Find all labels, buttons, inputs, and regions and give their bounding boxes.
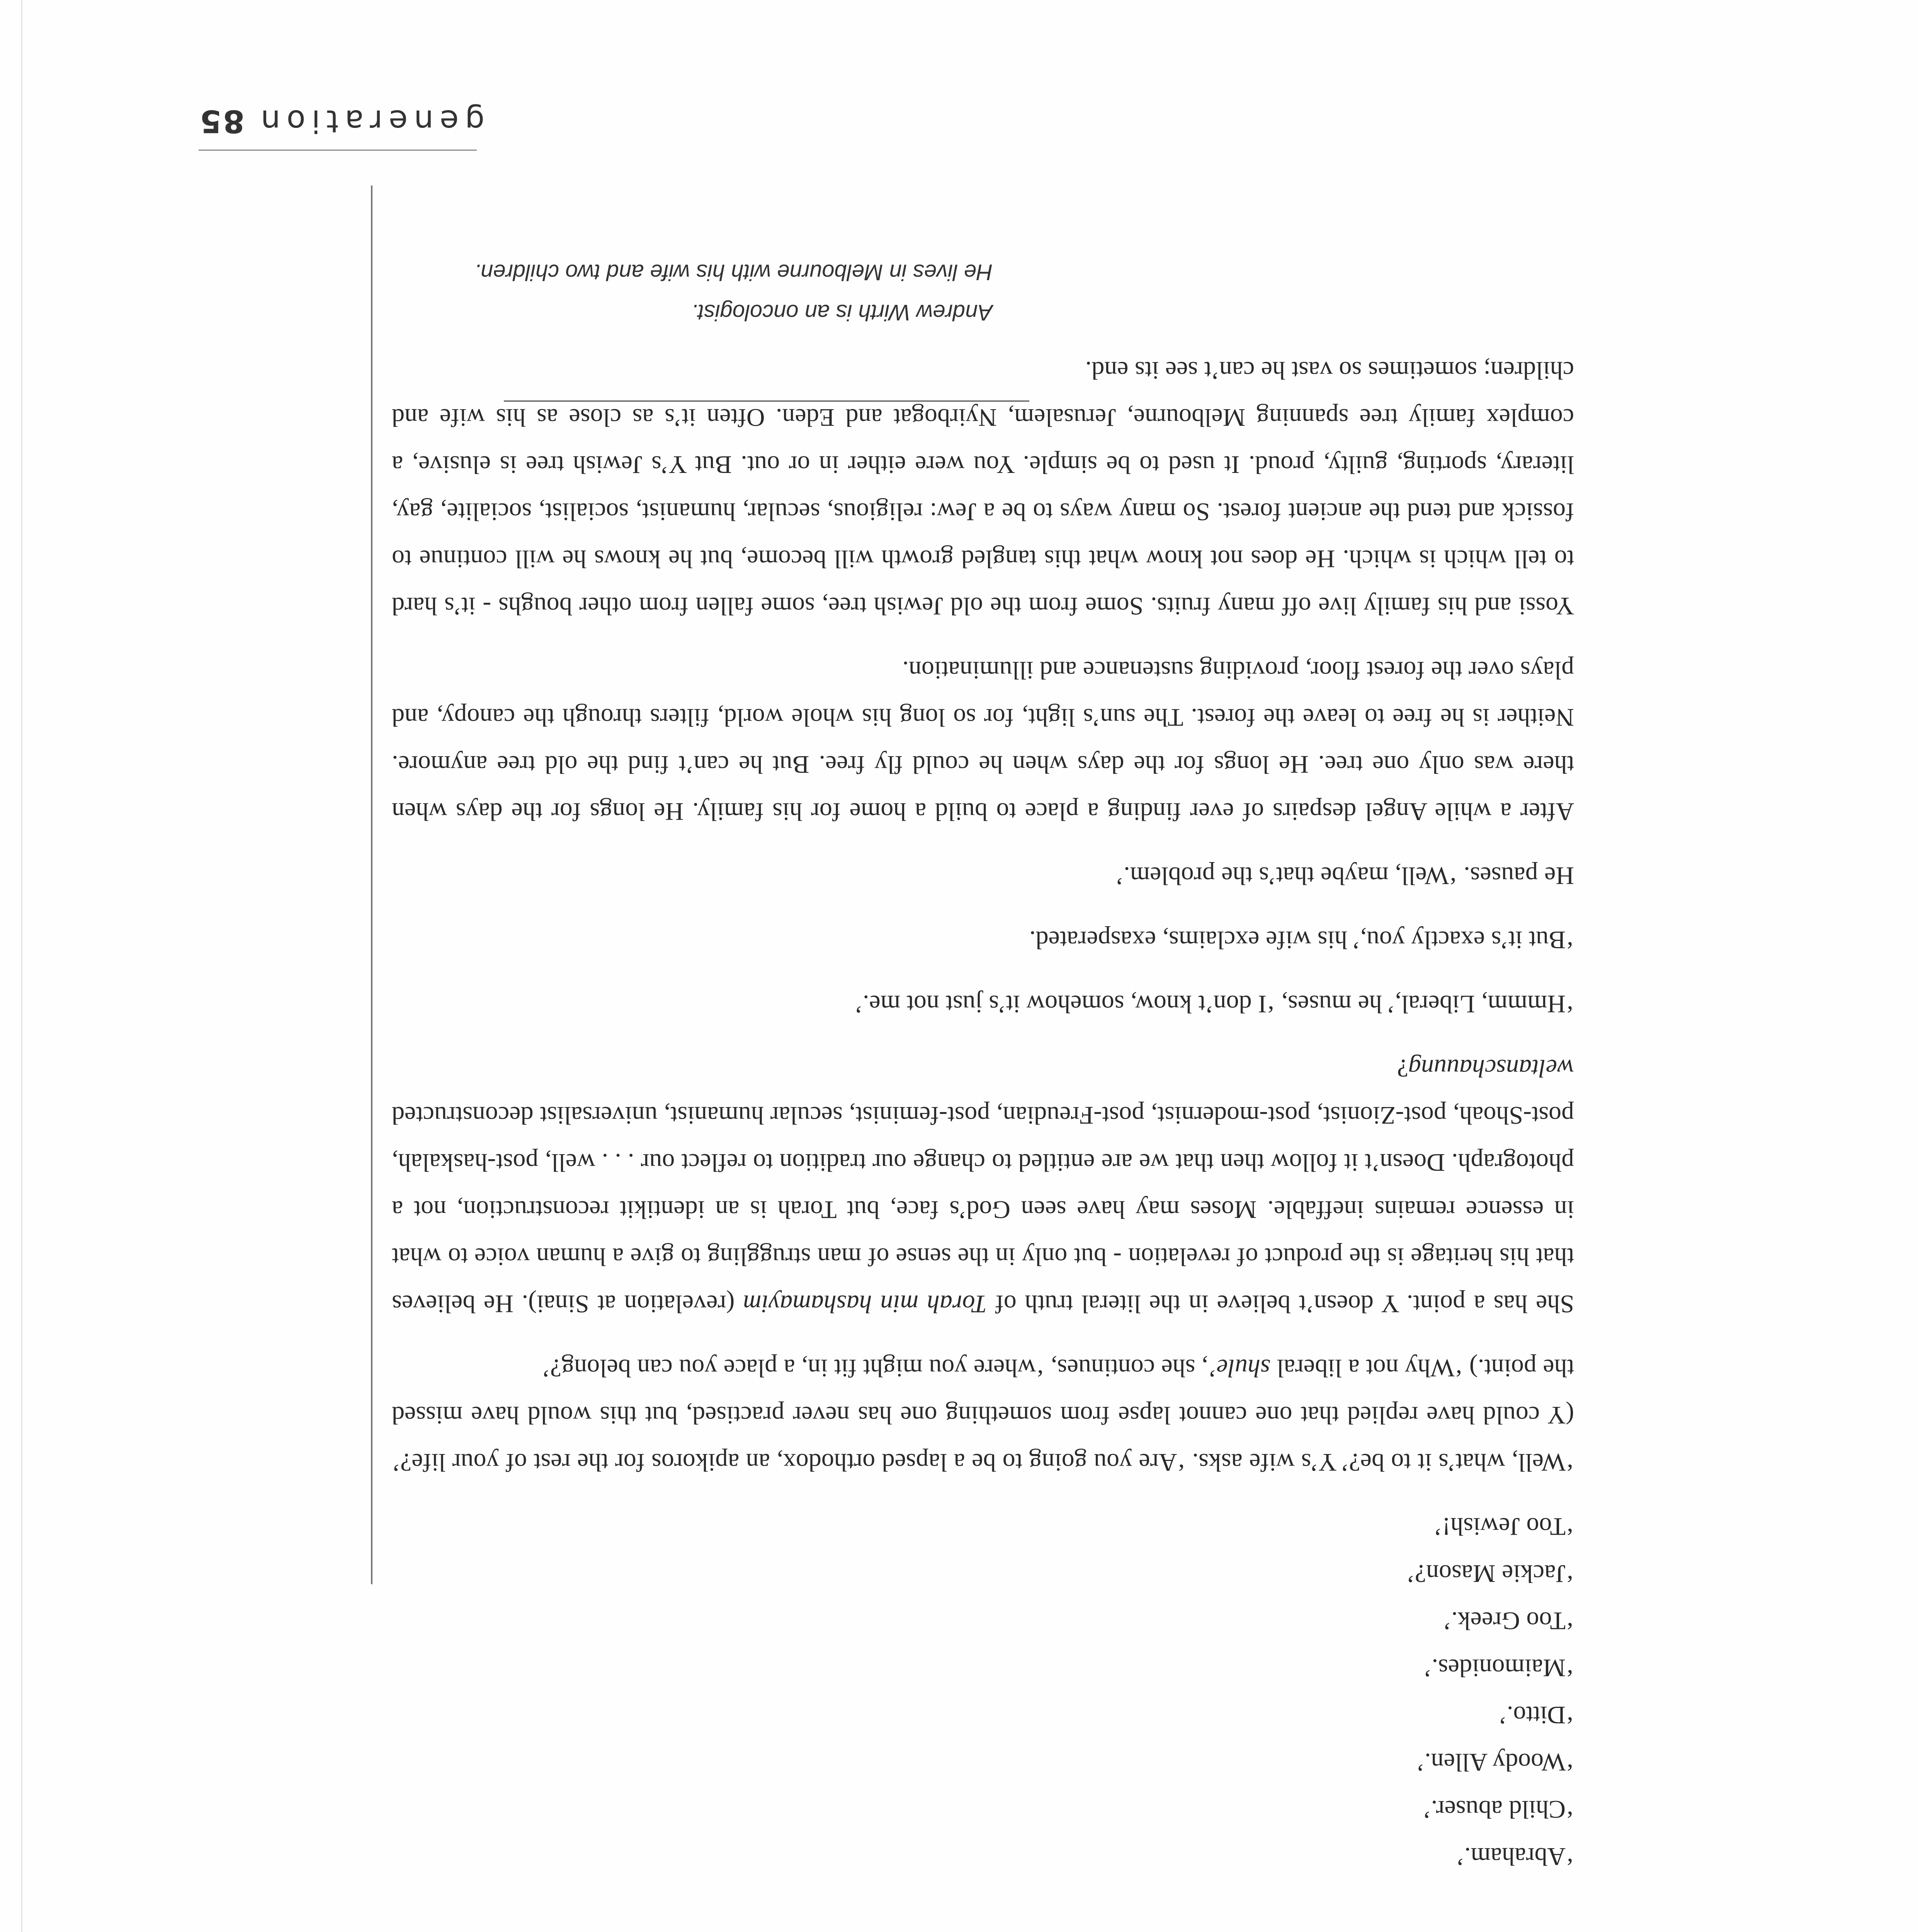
italic-term: weltanschauung [1408, 1054, 1574, 1082]
italic-term: shule [1216, 1354, 1270, 1382]
paragraph-wife-asks [392, 1344, 1574, 1486]
paragraph-she-has-a-point [392, 1044, 1574, 1327]
text-span: She has a point. Y doesn’t believe in the literal truth of [987, 1290, 1574, 1318]
text-span: ’, she continues, ‘where you might fit in, a place you can belong?’ [541, 1354, 1217, 1382]
dialogue-line: ‘Woody Allen.’ [1416, 1748, 1574, 1776]
dialogue-line: ‘Too Greek.’ [1443, 1607, 1574, 1635]
footer-rule [199, 150, 477, 151]
dialogue-line: ‘Maimonides.’ [1423, 1654, 1574, 1682]
magazine-name: generation [254, 103, 485, 139]
scan-edge [21, 0, 22, 1932]
column-rule [371, 185, 372, 1584]
paragraph-yossi: Yossi and his family live off many fruits. Some from the old Jewish tree, some fallen from other boughs - it’s hard to tell which is which. He does not know what this tangled growth will become, but he knows he will continue to fossick and tend the ancient forest. So many ways to be a Jew: religious, secular, humanist, socialist, socialite, gay, literary, sporting, guilty, proud. It used to be simple. You were either in or out. But Y’s Jewish tree is elusive, a complex family tree spanning Melbourne, Jerusalem, Nyirbogat and Eden. Often it’s as close as his wife and children; sometimes so vast he can’t see its end. [392, 356, 1574, 620]
italic-term: Torah min hashamayim [743, 1290, 987, 1318]
dialogue-line: ‘Child abuser.’ [1422, 1795, 1574, 1823]
bio-line: He lives in Melbourne with his wife and two children. [474, 260, 993, 285]
text-span: (revelation at Sinai). He believes that his heritage is the product of revelation - but only in the sense of man struggling to give a human voice to what in essence remains ineffable. Moses may have seen God’s face, but Torah is an identikit reconstruction, not a photograph. Doesn’t it follow then that we are entitled to change our tradition to reflect our . . . well, post-haskalah, post-Shoah, post-Zionist, post-modernist, post-Freudian, post-feminist, secular humanist, universalist deconstructed [392, 1101, 1574, 1318]
paragraph-pauses: He pauses. ‘Well, maybe that’s the problem.’ [1115, 862, 1574, 890]
text-span: ? [1397, 1054, 1409, 1082]
paragraph-liberal: ‘Hmmm, Liberal,’ he muses, ‘I don’t know, somehow it’s just not me.’ [854, 990, 1574, 1018]
page-number: 85 [198, 103, 245, 139]
author-bio [374, 252, 993, 332]
dialogue-line: ‘Ditto.’ [1498, 1701, 1574, 1729]
dialogue-line: ‘Abraham.’ [1456, 1842, 1574, 1871]
bio-rule [504, 400, 1029, 402]
dialogue-line: ‘Too Jewish!’ [1433, 1512, 1574, 1541]
bio-line: Andrew Wirth is an oncologist. [691, 300, 993, 325]
text-span: ‘Well, what’s it to be?’ Y’s wife asks. ‘Are you going to be a lapsed orthodox, an apikoros for the rest of your life?’ (Y could have replied that one cannot lapse from something one has never practised, but this would have missed the point.) ‘Why not a liberal [392, 1354, 1574, 1476]
page-footer [191, 103, 485, 139]
paragraph-exasperated: ‘But it’s exactly you,’ his wife exclaims, exasperated. [1029, 926, 1574, 954]
paragraph-angel: After a while Angel despairs of ever finding a place to build a home for his family. He longs for the days when there was only one tree. He longs for the days when he could fly free. But he can’t find the old tree anymore. Neither is he free to leave the forest. The sun’s light, for so long his whole world, filters through the canopy, and plays over the forest floor, providing sustenance and illumination. [392, 656, 1574, 826]
article-body [392, 330, 1574, 1880]
dialogue-line: ‘Jackie Mason?’ [1406, 1560, 1574, 1588]
